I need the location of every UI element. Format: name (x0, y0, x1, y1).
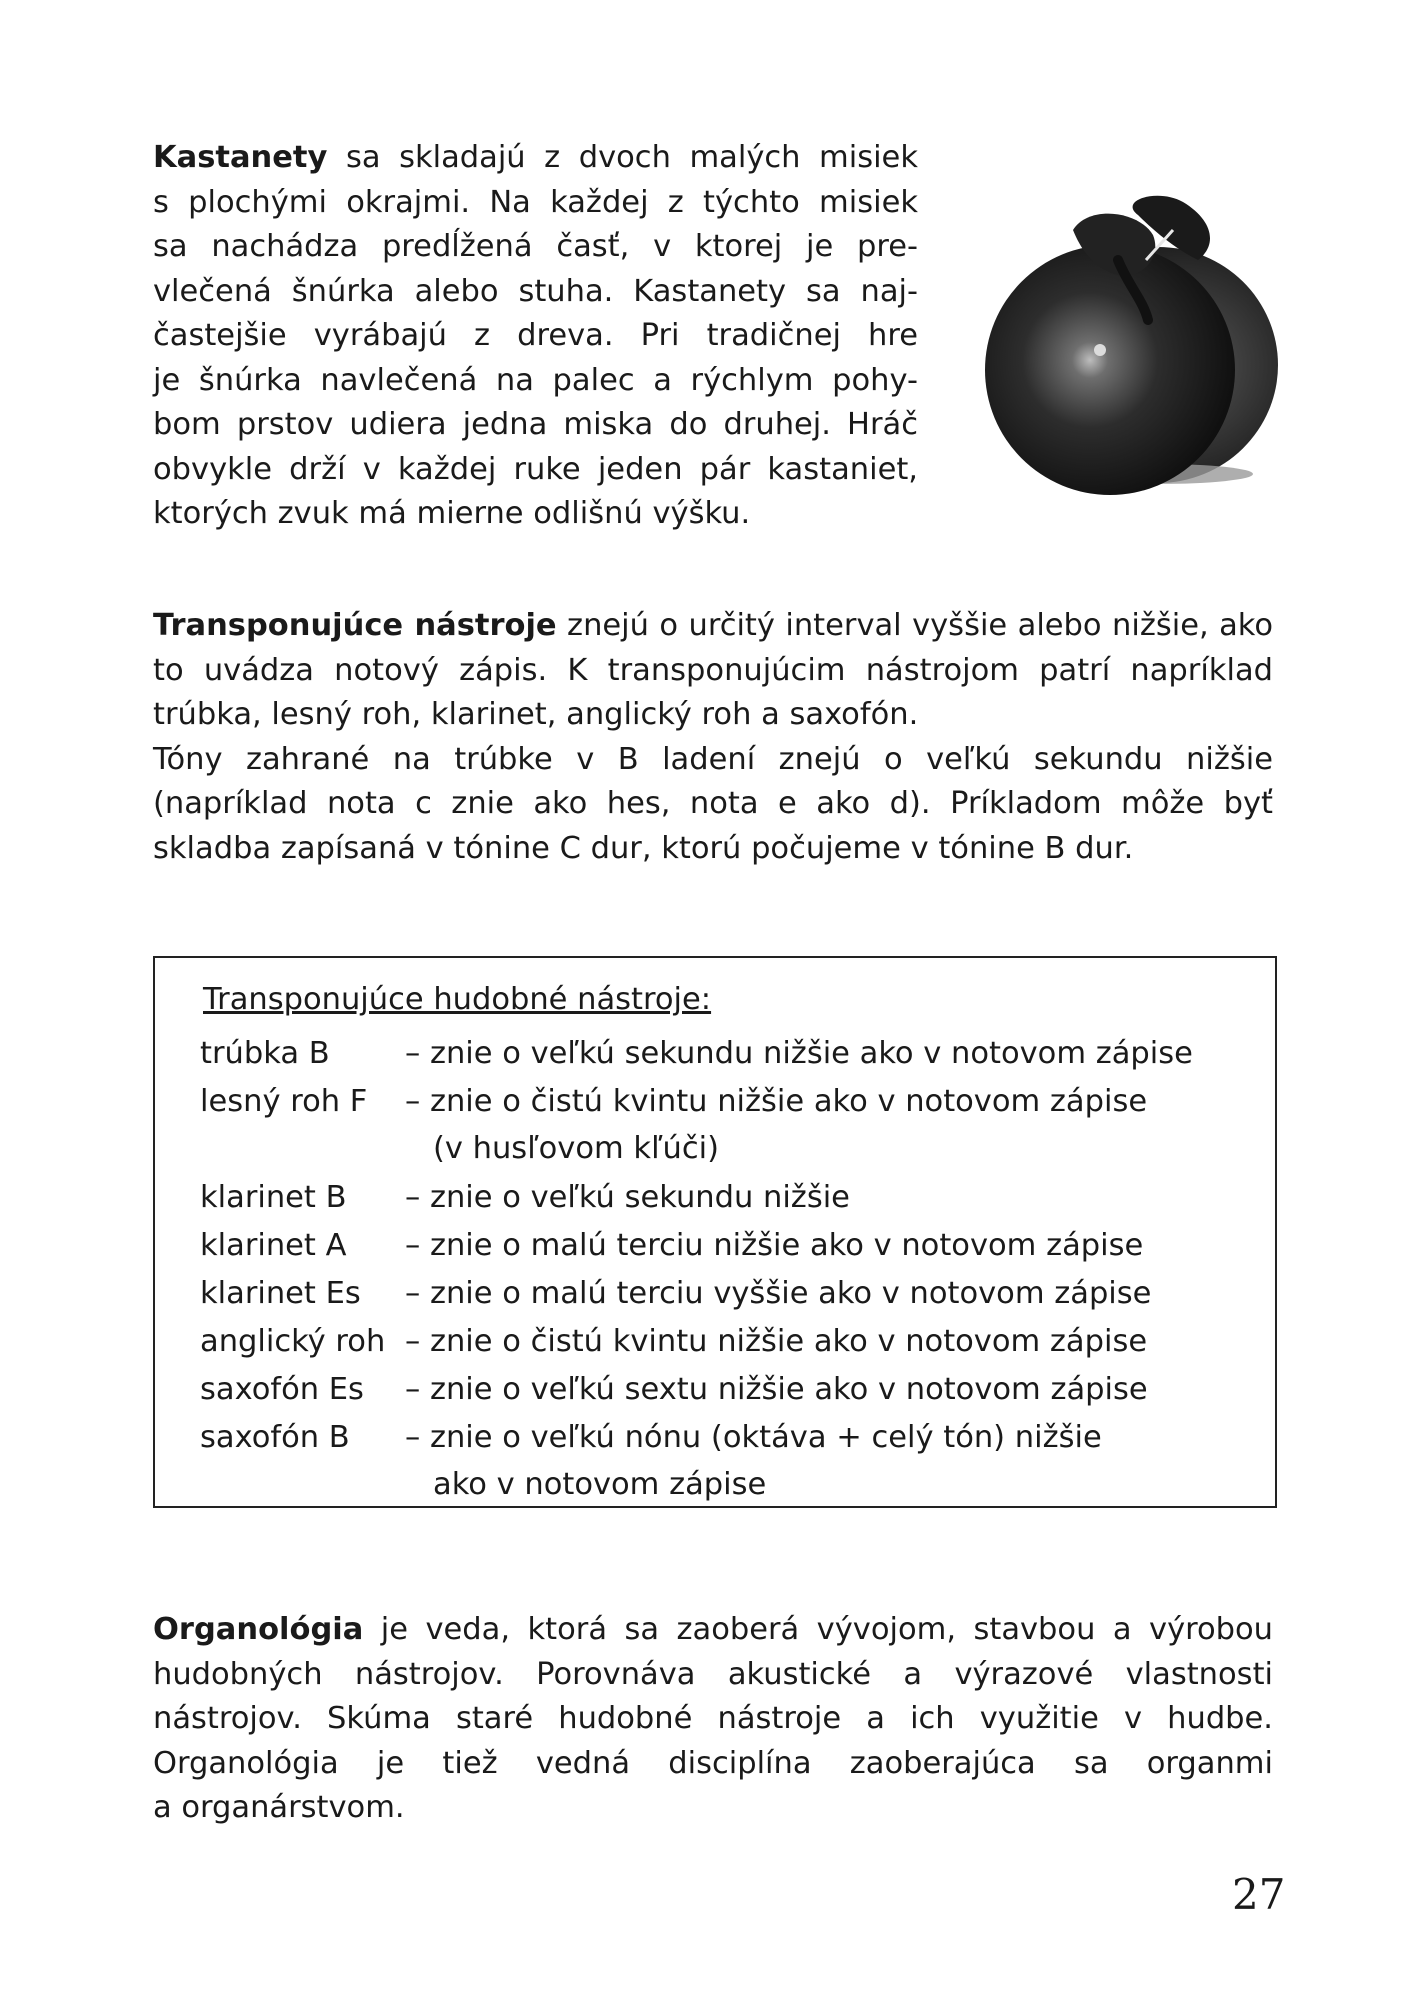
paragraph-line: ktorých zvuk má mierne odlišnú výšku. (153, 496, 751, 531)
paragraph-line: obvykle drží v každej ruke jeden pár kastaniet, (153, 451, 918, 487)
paragraph-line: (napríklad nota c znie ako hes, nota e ako d). Príkladom môže byť (153, 786, 1273, 821)
instrument-description: – znie o veľkú nónu (oktáva + celý tón) nižšie (405, 1420, 1102, 1455)
paragraph-line: trúbka, lesný roh, klarinet, anglický roh a saxofón. (153, 697, 919, 732)
castanets-paragraph (153, 136, 918, 537)
organology-term: Organológia (153, 1612, 364, 1647)
instrument-description: – znie o veľkú sekundu nižšie ako v notovom zápise (405, 1036, 1193, 1071)
instrument-name: lesný roh F (200, 1084, 368, 1119)
transposing-term: Transponujúce nástroje (153, 608, 557, 643)
castanets-illustration (968, 190, 1288, 500)
instrument-name: saxofón Es (200, 1372, 364, 1407)
instrument-description-continued: (v husľovom kľúči) (433, 1131, 719, 1166)
paragraph-line: Tóny zahrané na trúbke v B ladení znejú o veľkú sekundu nižšie (153, 741, 1273, 777)
instrument-name: klarinet Es (200, 1276, 361, 1311)
paragraph-line: vlečená šnúrka alebo stuha. Kastanety sa naj- (153, 273, 918, 309)
instrument-description: – znie o malú terciu vyššie ako v notovom zápise (405, 1276, 1152, 1311)
paragraph-line: Organológia je tiež vedná disciplína zaoberajúca sa organmi (153, 1745, 1273, 1781)
paragraph-line: Organológia je veda, ktorá sa zaoberá vývojom, stavbou a výrobou (153, 1612, 1273, 1647)
paragraph-line: sa nachádza predĺžená časť, v ktorej je pre- (153, 229, 918, 264)
instrument-description: – znie o malú terciu nižšie ako v notovom zápise (405, 1228, 1144, 1263)
paragraph-line: to uvádza notový zápis. K transponujúcim nástrojom patrí napríklad (153, 652, 1273, 688)
paragraph-line: a organárstvom. (153, 1790, 405, 1825)
instrument-description: – znie o veľkú sextu nižšie ako v notovom zápise (405, 1372, 1148, 1407)
instrument-name: trúbka B (200, 1036, 330, 1071)
instrument-description: – znie o veľkú sekundu nižšie (405, 1180, 850, 1215)
instrument-name: klarinet B (200, 1180, 347, 1215)
paragraph-line: Kastanety sa skladajú z dvoch malých misiek (153, 140, 918, 175)
castanets-term: Kastanety (153, 140, 328, 175)
paragraph-line: skladba zapísaná v tónine C dur, ktorú počujeme v tónine B dur. (153, 830, 1134, 866)
organology-paragraph (153, 1608, 1273, 1831)
instrument-name: anglický roh (200, 1324, 386, 1359)
paragraph-line: častejšie vyrábajú z dreva. Pri tradičnej hre (153, 318, 918, 353)
transposing-instruments-box (153, 956, 1277, 1508)
paragraph-line: hudobných nástrojov. Porovnáva akustické a výrazové vlastnosti (153, 1656, 1273, 1692)
instrument-description: – znie o čistú kvintu nižšie ako v notovom zápise (405, 1084, 1148, 1119)
instrument-name: klarinet A (200, 1228, 347, 1263)
page-number: 27 (1232, 1870, 1286, 1919)
instrument-description: – znie o čistú kvintu nižšie ako v notovom zápise (405, 1324, 1148, 1359)
paragraph-line: bom prstov udiera jedna miska do druhej. Hráč (153, 407, 918, 442)
paragraph-line: nástrojov. Skúma staré hudobné nástroje a ich využitie v hudbe. (153, 1701, 1273, 1736)
box-title: Transponujúce hudobné nástroje: (203, 982, 712, 1017)
transposing-paragraph (153, 604, 1273, 871)
instrument-description-continued: ako v notovom zápise (433, 1467, 767, 1502)
instrument-name: saxofón B (200, 1420, 350, 1455)
paragraph-line: s plochými okrajmi. Na každej z týchto misiek (153, 184, 918, 220)
paragraph-line: je šnúrka navlečená na palec a rýchlym pohy- (153, 362, 918, 398)
paragraph-line: Transponujúce nástroje znejú o určitý interval vyššie alebo nižšie, ako (153, 608, 1274, 643)
